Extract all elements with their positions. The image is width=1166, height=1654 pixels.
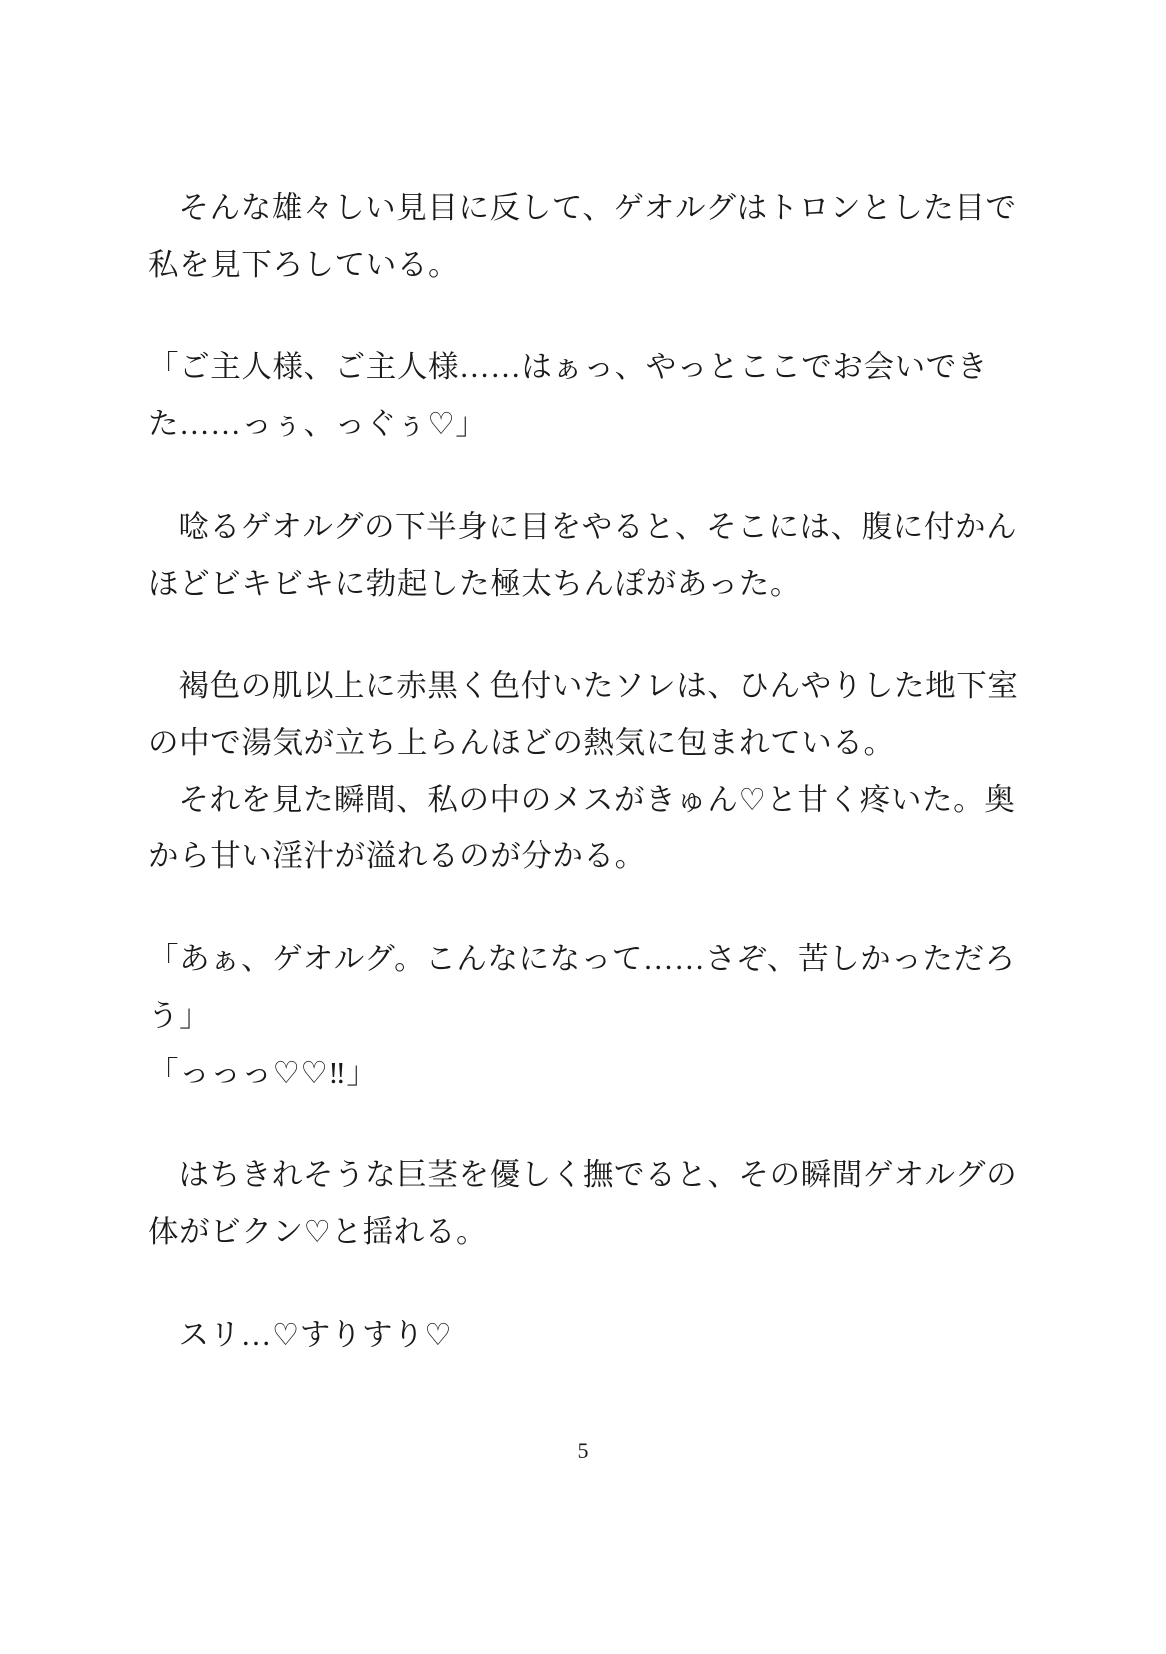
body-text-column bbox=[148, 180, 1020, 1364]
paragraph-spacer bbox=[148, 453, 1020, 499]
page-number: 5 bbox=[577, 1438, 589, 1463]
paragraph-spacer bbox=[148, 1261, 1020, 1307]
paragraph-7-dialogue: 「っっっ♡♡‼」 bbox=[148, 1055, 378, 1090]
paragraph-4: 褐色の肌以上に赤黒く色付いたソレは、ひんやりした地下室の中で湯気が立ち上らんほどの熱気に包まれている。 bbox=[148, 669, 1019, 761]
paragraph-2-dialogue: 「ご主人様、ご主人様……はぁっ、やっとここでお会いできた……っぅ、っぐぅ♡」 bbox=[148, 350, 988, 442]
paragraph-8: はちきれそうな巨茎を優しく撫でると、その瞬間ゲオルグの体がビクン♡と揺れる。 bbox=[148, 1158, 1018, 1250]
paragraph-9: スリ…♡すりすり♡ bbox=[178, 1317, 453, 1352]
paragraph-spacer bbox=[148, 1101, 1020, 1147]
paragraph-6-dialogue: 「あぁ、ゲオルグ。こんなになって……さぞ、苦しかっただろう」 bbox=[148, 942, 1016, 1033]
paragraph-spacer bbox=[148, 293, 1020, 339]
paragraph-spacer bbox=[148, 885, 1020, 931]
paragraph-1: そんな雄々しい見目に反して、ゲオルグはトロンとした目で私を見下ろしている。 bbox=[148, 191, 1017, 282]
paragraph-3: 唸るゲオルグの下半身に目をやると、そこには、腹に付かんほどビキビキに勃起した極太ちんぽがあった。 bbox=[148, 509, 1018, 601]
paragraph-5: それを見た瞬間、私の中のメスがきゅん♡と甘く疼いた。奥から甘い淫汁が溢れるのが分かる。 bbox=[148, 782, 1016, 874]
paragraph-spacer bbox=[148, 612, 1020, 658]
